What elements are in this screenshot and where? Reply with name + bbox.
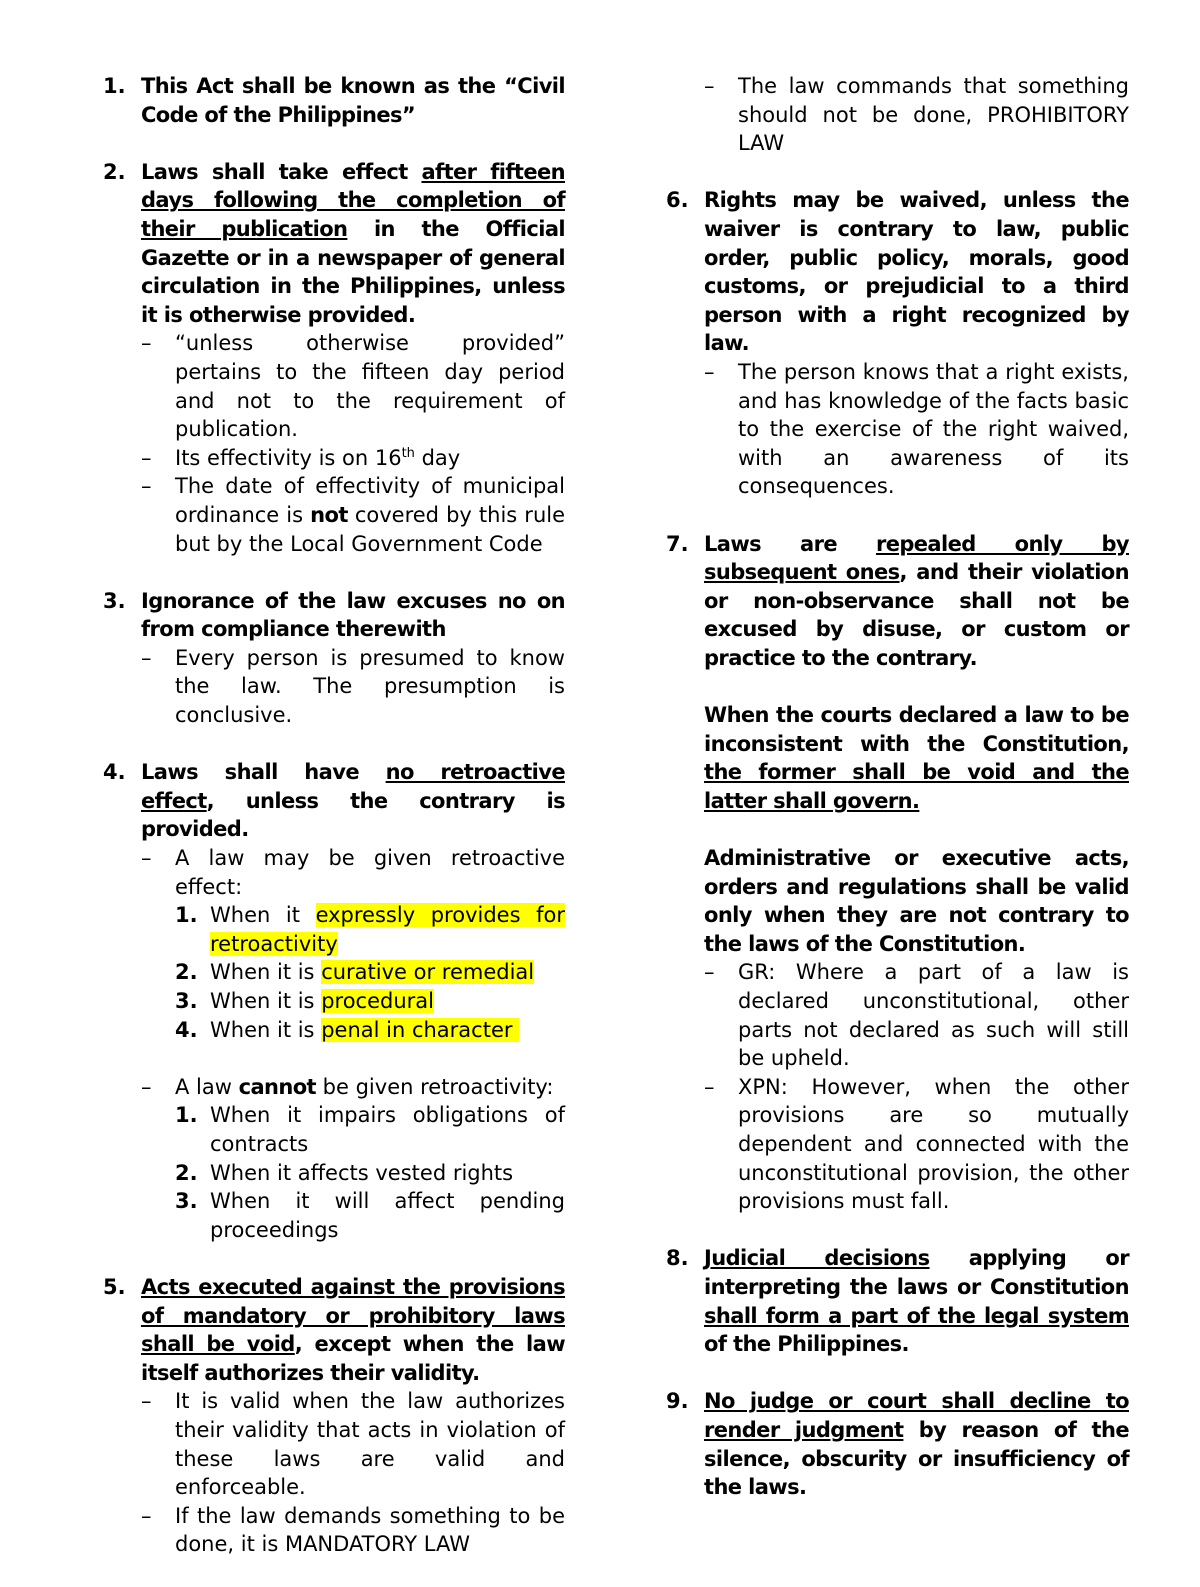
sub-item [175,1159,565,1188]
sub-item [175,987,565,1016]
heading-text: applying or interpreting the laws or Constitution [704,1246,1129,1299]
sub-number: 2. [175,1160,198,1185]
sub-text: When it is [210,1017,322,1042]
sub-item [175,1187,565,1244]
heading-text: Laws are [704,531,876,556]
heading-text: , unless the contrary is provided. [141,788,565,842]
item-heading [704,1244,1129,1358]
bullet-text: be given retroactivity: [316,1074,554,1099]
bullet-item [141,472,565,558]
item-heading: Ignorance of the law excuses no on from compliance therewith [141,588,565,642]
item-heading [141,758,565,844]
heading-underlined-text: shall form a part of the legal system [704,1303,1129,1328]
bold-text: cannot [238,1074,316,1099]
sub-list [175,1101,565,1244]
item-paragraph: Administrative or executive acts, orders and regulations shall be valid only when they are not contrary to the laws of the Constitution. [704,846,1129,956]
sub-number: 3. [175,989,198,1013]
bullet-item: – “unless otherwise provided” pertains to the fifteen day period and not to the requirement of publication. [141,329,565,443]
bullet-text: A law [175,1074,239,1099]
sub-text: When it affects vested rights [210,1160,514,1185]
bullet-item [141,1073,565,1245]
item-number: 6. [666,188,689,213]
highlighted-text: expressly provides for retroactivity [210,903,565,956]
heading-underlined-text: No judge or court shall decline to render judgment [704,1389,1129,1442]
bullet-text: The date of effectivity of municipal ordinance is [175,474,565,527]
bullet-item [141,844,565,1073]
bullet-list [704,958,1129,1215]
bullet-item: – The law commands that something should not be done, PROHIBITORY LAW [704,72,1129,158]
bullet-text: covered by this rule but by the Local Government Code [175,502,566,556]
heading-text: , and their violation or non-observance shall not be excused by disuse, or custom or practice to the contrary. [704,560,1129,670]
bullet-list [141,1387,565,1559]
heading-text: by reason of the silence, obscurity or insufficiency of the laws. [704,1417,1129,1500]
list-item-3 [103,587,565,730]
heading-text: Laws shall take effect [141,159,422,184]
paragraph-text: When the courts declared a law to be inconsistent with the Constitution, [704,703,1129,756]
sub-list [175,901,565,1044]
list-item-5 [103,1273,565,1559]
list-item-7 [666,530,1129,1216]
highlighted-text: penal in character [321,1017,520,1042]
item-heading [704,1387,1129,1501]
sub-text: When it impairs obligations of contracts [210,1103,565,1156]
bold-text: not [310,502,348,527]
list-item-8 [666,1244,1129,1358]
bullet-item: – The person knows that a right exists, and has knowledge of the facts basic to the exercise of the right waived, with an awareness of its consequences. [704,358,1129,501]
heading-underlined-text: after fifteen days following the completion of their publication [141,159,566,241]
sub-text: When it is [210,960,322,985]
bullet-item: – If the law demands something to be done, it is MANDATORY LAW [141,1502,565,1559]
item-number: 7. [666,531,689,556]
item-number: 4. [103,760,126,785]
bullet-list [141,329,565,558]
bullet-list [141,844,565,1244]
right-column [666,72,1129,1530]
bullet-item: – XPN: However, when the other provisions are so mutually dependent and connected with the unconstitutional provision, the other provisions must fall. [704,1073,1129,1216]
item-heading: This Act shall be known as the “Civil Code of the Philippines” [141,74,565,127]
sub-text: When it will affect pending proceedings [210,1189,565,1242]
list-item-2 [103,158,565,558]
heading-text: in the Official Gazette or in a newspaper of general circulation in the Philippines, unless it is otherwise provided. [141,216,565,327]
highlighted-text: curative or remedial [321,960,535,985]
heading-underlined-text: Judicial decisions [704,1246,930,1271]
sub-item [175,958,565,987]
list-item-1 [103,72,565,129]
heading-underlined-text: repealed only by subsequent ones [704,531,1129,585]
item-number: 1. [103,74,126,98]
paragraph-underlined-text: the former shall be void and the latter shall govern. [704,760,1129,813]
heading-underlined-text: no retroactive effect [141,760,566,813]
heading-text: Laws shall have [141,760,386,785]
sub-text: When it is [210,989,322,1013]
item-number: 9. [666,1389,689,1414]
bullet-list [141,644,565,730]
left-column [103,72,565,1587]
sub-item [175,901,565,958]
item-heading: Rights may be waived, unless the waiver is contrary to law, public order, public policy, morals, good customs, or prejudicial to a third person with a right recognized by law. [704,188,1129,356]
bullet-item: – GR: Where a part of a law is declared unconstitutional, other parts not declared as such will still be upheld. [704,958,1129,1072]
sub-text: When it [210,903,316,928]
sub-number: 1. [175,1103,198,1128]
sub-number: 2. [175,960,198,985]
list-item-5-continued [666,72,1129,158]
bullet-list [704,72,1129,158]
superscript: th [401,445,415,461]
bullet-item: – It is valid when the law authorizes their validity that acts in violation of these laws are valid and enforceable. [141,1387,565,1501]
item-number: 8. [666,1246,689,1271]
list-item-9 [666,1387,1129,1501]
item-heading [141,1273,565,1387]
bullet-text [175,1073,565,1102]
sub-number: 1. [175,903,198,928]
heading-text: of the Philippines. [704,1332,909,1357]
sub-number: 4. [175,1017,198,1042]
item-number: 3. [103,588,126,613]
highlighted-text: procedural [321,989,434,1013]
item-number: 5. [103,1274,126,1299]
bullet-text: day [414,445,461,470]
item-heading [704,530,1129,673]
bullet-item: – Every person is presumed to know the law. The presumption is conclusive. [141,644,565,730]
heading-underlined-text: Acts executed against the provisions of mandatory or prohibitory laws shall be void [141,1274,565,1357]
item-paragraph [704,701,1129,815]
sub-item [175,1016,565,1045]
sub-number: 3. [175,1189,198,1214]
bullet-text: – A law may be given retroactive effect: [175,846,565,899]
sub-item [175,1101,565,1158]
bullet-item [141,444,565,473]
list-item-6 [666,186,1129,501]
bullet-list [704,358,1129,501]
item-heading [141,158,565,330]
heading-text: , except when the law itself authorizes their validity. [141,1332,565,1385]
list-item-4 [103,758,565,1244]
bullet-text: Its effectivity is on 16 [175,445,402,470]
item-number: 2. [103,159,126,184]
